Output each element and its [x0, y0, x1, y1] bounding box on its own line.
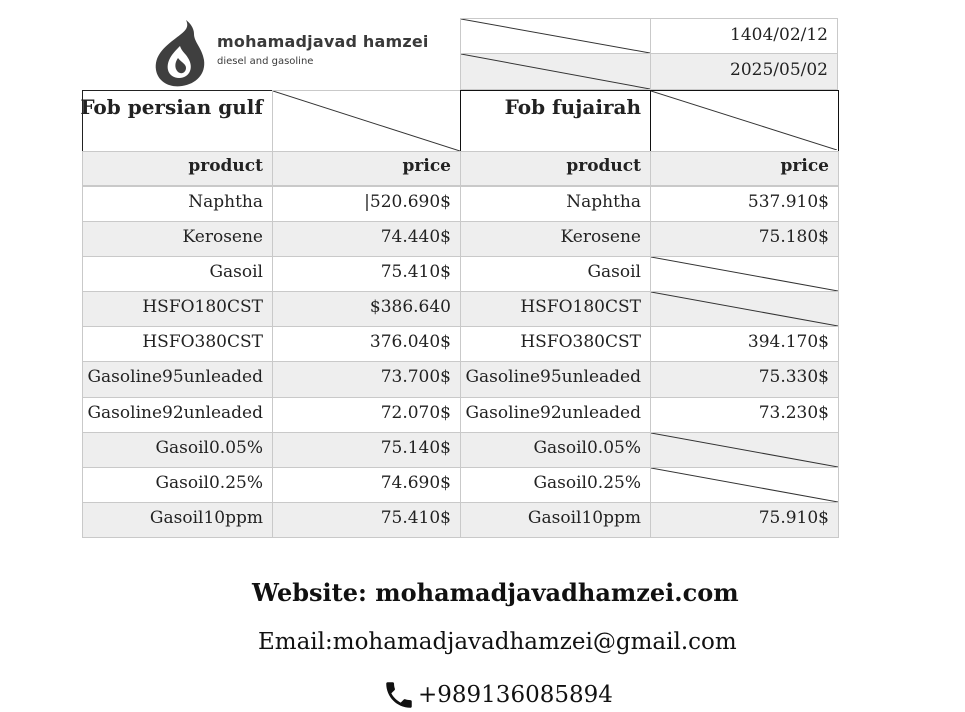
- pg-price-cell: [272, 221, 461, 257]
- product-name: HSFO180CST: [142, 297, 263, 317]
- fj-price-cell: [650, 502, 839, 538]
- product-name: Gasoil0.05%: [155, 438, 263, 458]
- pg-price-cell: [272, 502, 461, 538]
- price-value: 75.180$: [758, 227, 829, 247]
- product-name: Kerosene: [182, 227, 263, 247]
- fj-price-cell: [650, 186, 839, 222]
- pg-price-cell: [272, 186, 461, 222]
- price-value: 74.440$: [380, 227, 451, 247]
- price-value: 72.070$: [380, 403, 451, 423]
- fj-price-cell: [650, 432, 839, 468]
- email-line: Email:mohamadjavadhamzei@gmail.com: [258, 629, 737, 655]
- pg-product-cell: [82, 221, 273, 257]
- column-header-label: product: [566, 156, 641, 176]
- product-name: Gasoil0.05%: [533, 438, 641, 458]
- product-name: Gasoil: [587, 262, 641, 282]
- price-value: 75.330$: [758, 367, 829, 387]
- price-value: |520.690$: [364, 192, 451, 212]
- product-name: Gasoline92unleaded: [465, 403, 641, 423]
- pg-product-cell: [82, 186, 273, 222]
- fj-product-cell: [460, 326, 651, 362]
- date-diagonal-cell-2: [460, 53, 651, 90]
- fj-price-cell: [650, 467, 839, 503]
- pg-product-cell: [82, 502, 273, 538]
- pg-product-cell: [82, 397, 273, 433]
- product-name: Gasoil10ppm: [527, 508, 641, 528]
- column-header-label: price: [780, 156, 829, 176]
- phone-icon: [382, 678, 416, 712]
- column-header-label: price: [402, 156, 451, 176]
- phone-number: +989136085894: [418, 682, 613, 708]
- left-header-diagonal: [272, 90, 461, 152]
- pg-product-cell: [82, 326, 273, 362]
- fj-product-cell: [460, 502, 651, 538]
- price-value: 75.410$: [380, 508, 451, 528]
- pg-price-cell: [272, 361, 461, 398]
- fj-price-cell: [650, 397, 839, 433]
- persian-date: 1404/02/12: [650, 18, 838, 54]
- product-name: Gasoline95unleaded: [87, 367, 263, 387]
- product-name: Gasoil: [209, 262, 263, 282]
- pg-product-cell: [82, 361, 273, 398]
- column-header-label: product: [188, 156, 263, 176]
- fj-product-cell: [460, 256, 651, 292]
- pg-product-cell: [82, 467, 273, 503]
- website-line: Website: mohamadjavadhamzei.com: [252, 578, 739, 607]
- fj-product-cell: [460, 432, 651, 468]
- pg-price-cell: [272, 432, 461, 468]
- product-name: HSFO380CST: [520, 332, 641, 352]
- pg-product-cell: [82, 432, 273, 468]
- column-header-product-right: [460, 151, 651, 186]
- fj-product-cell: [460, 186, 651, 222]
- product-name: HSFO380CST: [142, 332, 263, 352]
- right-header-diagonal: [650, 90, 839, 152]
- fj-product-cell: [460, 291, 651, 327]
- date-diagonal-cell: [460, 18, 651, 54]
- price-value: 73.700$: [380, 367, 451, 387]
- pg-product-cell: [82, 291, 273, 327]
- product-name: Gasoline95unleaded: [465, 367, 641, 387]
- product-name: Kerosene: [560, 227, 641, 247]
- price-value: 394.170$: [747, 332, 829, 352]
- fj-price-cell: [650, 326, 839, 362]
- price-value: 75.140$: [380, 438, 451, 458]
- brand-name: mohamadjavad hamzei: [217, 32, 429, 51]
- brand-logo: [150, 14, 450, 90]
- price-value: $386.640: [369, 297, 451, 317]
- fj-product-cell: [460, 361, 651, 398]
- fj-price-cell: [650, 256, 839, 292]
- price-value: 73.230$: [758, 403, 829, 423]
- brand-tagline: diesel and gasoline: [217, 56, 314, 67]
- flame-drop-icon: [150, 18, 210, 88]
- right-section-title: Fob fujairah: [504, 95, 641, 119]
- fj-price-cell: [650, 361, 839, 398]
- pg-price-cell: [272, 256, 461, 292]
- left-section-header: [82, 90, 273, 152]
- pg-product-cell: [82, 256, 273, 292]
- product-name: Naphtha: [566, 192, 641, 212]
- column-header-price-right: [650, 151, 839, 186]
- product-name: Gasoil0.25%: [533, 473, 641, 493]
- fj-price-cell: [650, 291, 839, 327]
- product-name: Gasoil0.25%: [155, 473, 263, 493]
- pg-price-cell: [272, 467, 461, 503]
- pg-price-cell: [272, 397, 461, 433]
- price-value: 537.910$: [747, 192, 829, 212]
- right-section-header: [460, 90, 651, 152]
- fj-product-cell: [460, 221, 651, 257]
- price-value: 74.690$: [380, 473, 451, 493]
- product-name: HSFO180CST: [520, 297, 641, 317]
- fj-product-cell: [460, 397, 651, 433]
- product-name: Gasoline92unleaded: [87, 403, 263, 423]
- column-header-product-left: [82, 151, 273, 186]
- gregorian-date: 2025/05/02: [650, 53, 838, 90]
- product-name: Naphtha: [188, 192, 263, 212]
- fj-product-cell: [460, 467, 651, 503]
- left-section-title: Fob persian gulf: [80, 95, 263, 119]
- product-name: Gasoil10ppm: [149, 508, 263, 528]
- price-value: 75.910$: [758, 508, 829, 528]
- pg-price-cell: [272, 291, 461, 327]
- column-header-price-left: [272, 151, 461, 186]
- pg-price-cell: [272, 326, 461, 362]
- fj-price-cell: [650, 221, 839, 257]
- price-value: 75.410$: [380, 262, 451, 282]
- price-value: 376.040$: [369, 332, 451, 352]
